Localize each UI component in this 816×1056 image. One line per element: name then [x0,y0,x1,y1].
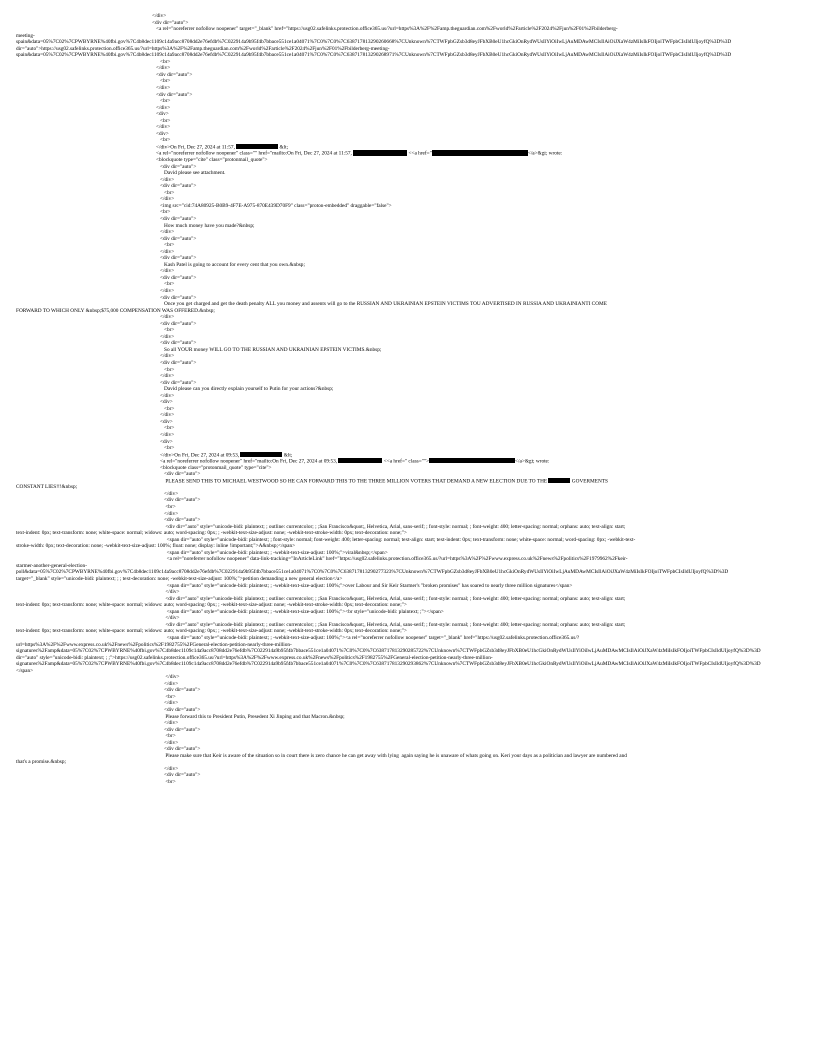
line-text: signatures%2Famp&data=05%7C02%7CPWBYRNE%40fbi.gov%7C4b8dec1109c14a9acc8708dd2e76efdb%7C022914a9b95f4b7bbace551ce1a04071%7C0%7C0%7C638717813290293862%7CUnknown%7CTWFpbGZsb3d8eyJFbXB0eU1hcGkiOnRydWUsIlYiOiIwLjAuMDAwMCIsIlAiOiJXaW4zMiIsIkFOIjoiTWFpbCIsIldUIjoyfQ%3D%3D [16,661,761,668]
line-text: <br> [164,366,175,373]
line-text: meeting- [16,32,35,39]
line-text: </div>On Fri, Dec 27, 2024 at 11:57, [156,144,237,151]
line-text: text-indent: 0px; text-transform: none; white-space: normal; widows: auto; word-spacing: 0px; ; -webkit-text-size-adjust: none; -webkit-text-stroke-width: 0px; text-decoration: none;"> [16,602,407,609]
line-text: <div dir="auto"> [160,340,197,347]
line-text: <div> [160,418,173,425]
line-text: Once you get charged and get the death penalty ALL you money and assents will go to the RUSSIAN AND UKRAINIAN EPSTEIN VICTIMS TOU ADVERTISED IN RUSSIA AND UKRAINIANTI COME [164,301,607,308]
line-text: <div dir="auto"> [164,772,201,779]
line-text: </div> [164,765,179,772]
line-text: <br> [164,281,175,288]
line-text: CONSTANT LIES!!!&nbsp; [16,484,78,491]
line-text: <br> [160,137,171,144]
line-text: <div dir="auto"> [160,379,197,386]
line-text: </div> [156,85,171,92]
text-line [0,779,816,786]
redaction-block [548,478,570,483]
line-text: <<a href=" class=""> [382,458,430,465]
line-text: <div dir="auto" style="unicode-bidi: plaintext; ; outline: currentcolor; ; ;San Francisco&quot;, Helvetica, Arial, sans-serif; ; font-style: normal; ; font-weight: 400; letter-spacing: normal; orphans: auto; text-align: start; [164,523,626,530]
line-text: Please make sure that Keir is aware of the situation so in court there is zero chance he can get away with lying again saying he is unaware of whats going on. Keri your days as a politician and lawyer are numbered and [164,752,627,759]
line-text: </a>&gt; wrote: [515,458,550,465]
line-text: </div> [164,589,180,596]
line-text: </div> [156,65,171,72]
line-text: starmer-another-general-election- [16,562,87,569]
line-text: <div dir="auto"> [160,235,197,242]
line-text: target="_blank" style="unicode-bidi: plaintext; ; ; text-decoration: none; -webkit-text-size-adjust: 100%;">petition demanding a new general election</a> [16,576,343,583]
line-text: dir="auto" style="unicode-bidi: plaintext; ; ;">https://usg02.safelinks.protection.office365.us/?url=https%3A%2F%2Fwww.express.co.uk%2Fnews%2Fpolitics%2F1982755%2FGeneral-election-petition-nearly-three-million- [16,654,493,661]
redaction-block [236,144,278,149]
line-text: <div dir="auto" style="unicode-bidi: plaintext; ; outline: currentcolor; ; ;San Francisco&quot;, Helvetica, Arial, sans-serif; ; font-style: normal; ; font-weight: 400; letter-spacing: normal; orphans: auto; text-align: start; [164,621,626,628]
line-text: <span dir="auto" style="unicode-bidi: plaintext; ; -webkit-text-size-adjust: 100%;">viral&nbsp;</span> [164,549,388,556]
line-text: <div dir="auto"> [164,517,201,524]
document-page [0,13,816,786]
line-text: <div dir="auto"> [164,726,201,733]
line-text: </div> [164,490,179,497]
line-text: <br> [164,189,175,196]
line-text: How much money have you made?&nbsp; [164,222,255,229]
line-text: </div> [160,176,175,183]
line-text: <div> [160,438,173,445]
line-text: <div dir="auto"> [152,19,189,26]
line-text: text-indent: 0px; text-transform: none; white-space: normal; widows: auto; word-spacing: 0px; ; -webkit-text-size-adjust: none; -webkit-text-stroke-width: 0px; text-decoration: none;"> [16,628,407,635]
line-text: <br> [164,425,175,432]
line-text: <img src="cid:74A80925-B0B9-4F7E-A975-870E439D70F9" class="proton-embedded" draggable="false"> [160,202,392,209]
line-text: <br> [160,98,171,105]
redaction-block [429,458,515,463]
line-text: </div> [160,314,175,321]
line-text: <div> [156,111,169,118]
line-text: <br> [160,117,171,124]
line-text: <br> [164,242,175,249]
line-text: <div dir="auto"> [164,746,201,753]
line-text: </div> [160,392,175,399]
line-text: Please forward this to President Putin, Presedent Xi Jinping and that Macron.&nbsp; [164,713,345,720]
line-text: </div> [160,432,175,438]
line-text: <div dir="auto"> [160,215,197,222]
line-text: </div> [160,353,175,360]
text-line [0,52,816,59]
line-text: David please can you directly explain yourself to Putin for your actions?&nbsp; [164,386,334,393]
redaction-block [353,150,407,155]
redaction-block [338,458,382,463]
line-text: <br> [160,78,171,85]
line-text: So all YOUR money WILL GO TO THE RUSSIAN AND UKRAINIAN EPSTEIN VICTIMS.&nbsp; [164,346,382,353]
line-text: </div> [160,248,175,255]
line-text: <span dir="auto" style="unicode-bidi: plaintext; ; -webkit-text-size-adjust: 100%;"><br style="unicode-bidi: plaintext; ;"></span> [164,608,444,615]
line-text: <a rel="noreferrer nofollow noopener" class="" href="mailto:On Fri, Dec 27, 2024 at 11:57, [156,151,354,158]
line-text: PLEASE SEND THIS TO MICHAEL WESTWOOD SO HE CAN FORWARD THIS TO THE THREE MILLION VOTERS THAT DEMAND A NEW ELECTION DUE TO THE [164,478,549,485]
line-text: <br> [164,504,176,511]
line-text: signatures%2Famp&data=05%7C02%7CPWBYRNE%40fbi.gov%7C4b8dec1109c14a9acc8708dd2e76efdb%7C022914a9b95f4b7bbace551ce1a04071%7C0%7C0%7C638717813290285722%7CUnknown%7CTWFpbGZsb3d8eyJFbXB0eU1hcGkiOnRydWUsIlYiOiIwLjAuMDAwMCIsIlAiOiJXaW4zMiIsIkFOIjoiTWFpbCIsIldUIjoyfQ%3D%3D [16,648,761,655]
line-text: </div> [160,268,175,275]
line-text: <br> [164,327,175,334]
line-text: FORWARD TO WHICH ONLY &nbsp;$75,000 COMPENSATION WAS OFFERED.&nbsp; [16,307,215,314]
line-text: poll&data=05%7C02%7CPWBYRNE%40fbi.gov%7C4b8dec1109c14a9acc8708dd2e76efdb%7C022914a9b95f4b7bbace551ce1a04071%7C0%7C0%7C638717813290277323%7CUnknown%7CTWFpbGZsb3d8eyJFbXB0eU1hcGkiOnRydWUsIlYiOiIwLjAuMDAwMCIsIlAiOiJXaW4zMiIsIkFOIjoiTWFpbCIsIldUIjoyfQ%3D%3D [16,569,729,576]
line-text: <blockquote class="protonmail_quote" type="cite"> [160,464,272,471]
line-text: </div> [160,229,175,236]
line-text: <a rel="noreferrer nofollow noopener" data-link-tracking="InArticleLink" href="https://usg02.safelinks.protection.office365.us/?url=https%3A%2F%2Fwww.express.co.uk%2Fnews%2Fpolitics%2F1979962%2Fkeir- [164,556,628,563]
line-text: <br> [164,778,176,785]
line-text: <div dir="auto"> [156,71,193,78]
line-text: <div dir="auto"> [160,294,197,301]
line-text: GOVERMENTS [570,478,609,485]
line-text: spain&data=05%7C02%7CPWBYRNE%40fbi.gov%7C4b8dec1109c14a9acc8708dd2e76efdb%7C022914a9b95f4b7bbace551ce1a04071%7C0%7C0%7C638717813290260668%7CUnknown%7CTWFpbGZsb3d8eyJFbXB0eU1hcGkiOnRydWUsIlYiOiIwLjAuMDAwMCIsIlAiOiJXaW4zMiIsIkFOIjoiTWFpbCIsIldUIjoyfQ%3D%3D [16,39,732,46]
line-text: </div> [164,510,179,517]
line-text: <div dir="auto"> [164,687,201,694]
line-text: <div dir="auto"> [160,255,197,262]
line-text: </div> [160,333,175,340]
line-text: <div dir="auto"> [164,497,201,504]
line-text: spain&data=05%7C02%7CPWBYRNE%40fbi.gov%7C4b8dec1109c14a9acc8708dd2e76efdb%7C022914a9b95f4b7bbace551ce1a04071%7C0%7C0%7C638717813290268971%7CUnknown%7CTWFpbGZsb3d8eyJFbXB0eU1hcGkiOnRydWUsIlYiOiIwLjAuMDAwMCIsIlAiOiJXaW4zMiIsIkFOIjoiTWFpbCIsIldUIjoyfQ%3D%3D [16,52,732,59]
line-text: <div dir="auto"> [164,471,201,478]
line-text: </div> [164,720,179,727]
line-text: </a>&gt; wrote: [527,151,563,158]
line-text: <div dir="auto"> [160,274,197,281]
line-text: <span dir="auto" style="unicode-bidi: plaintext; ; font-style: normal; font-weight: 400; letter-spacing: normal; text-align: start; text-indent: 0px; text-transform: none; white-space: normal; word-spacing: 0px; -webkit-text- [164,536,636,543]
line-text: David please see attachment. [164,170,226,177]
line-text: <div dir="auto"> [160,163,197,170]
line-text: text-indent: 0px; text-transform: none; white-space: normal; widows: auto; word-spacing: 0px; ; -webkit-text-size-adjust: none; -webkit-text-stroke-width: 0px; text-decoration: none;"> [16,530,407,537]
line-text: <div dir="auto" style="unicode-bidi: plaintext; ; outline: currentcolor; ; ;San Francisco&quot;, Helvetica, Arial, sans-serif; ; font-style: normal; ; font-weight: 400; letter-spacing: normal; orphans: auto; text-align: start; [164,595,626,602]
line-text: <br> [160,58,171,65]
line-text: <a rel="noreferrer nofollow noopener" href="mailto:On Fri, Dec 27, 2024 at 09:53, [160,458,339,465]
line-text: <br> [164,733,176,740]
line-text: </div> [164,615,180,622]
line-text: <div dir="auto"> [160,359,197,366]
line-text: <div dir="auto"> [160,183,197,190]
line-text: </div> [164,700,179,707]
line-text: <br> [160,209,171,216]
line-text: <span dir="auto" style="unicode-bidi: plaintext; ; -webkit-text-size-adjust: 100%;">over Labour and Sir Keir Starmer's "broken promises" has soared to nearly three million signatures</span> [164,582,573,589]
line-text: </div> [156,124,171,131]
line-text: <br> [164,445,175,452]
line-text: stroke-width: 0px; text-decoration: none; -webkit-text-size-adjust: 100%; float: none; display: inline !important;">A&nbsp;</span> [16,543,296,550]
line-text: <div dir="auto"> [160,320,197,327]
line-text: </div> [164,680,179,687]
redaction-block [432,150,528,155]
line-text: <br> [164,405,175,412]
line-text: dir="auto">https://usg02.safelinks.protection.office365.us/?url=https%3A%2F%2Famp.theguardian.com%2Fworld%2Farticle%2F2024%2Fjun%2F01%2Fbilderberg-meeting- [16,45,390,52]
line-text: <blockquote type="cite" class="protonmail_quote"> [156,157,268,164]
line-text: <<a href=" [407,151,432,158]
line-text: Kash Patel is going to account for every cent that you own.&nbsp; [164,261,305,268]
line-text: </div> [164,739,179,746]
line-text: that's a promise.&nbsp; [16,759,66,766]
line-text: &lt; [278,144,289,151]
line-text: </div> [152,13,167,19]
line-text: </div> [160,412,175,419]
line-text: <br> [164,693,176,700]
line-text: <span dir="auto" style="unicode-bidi: plaintext; ; -webkit-text-size-adjust: 100%;"><a rel="noreferrer nofollow noopener" target="_blank" href="https://usg02.safelinks.protection.office365.us/? [164,634,580,641]
line-text: </div> [160,196,175,203]
line-text: </div>On Fri, Dec 27, 2024 at 09:53, [160,452,241,459]
line-text: <a rel="noreferrer nofollow noopener" target="_blank" href="https://usg02.safelinks.protection.office365.us/?url=https%3A%2F%2Famp.theguardian.com%2Fworld%2Farticle%2F2024%2Fjun%2F01%2Fbilderberg- [156,26,618,33]
line-text: <div dir="auto"> [156,91,193,98]
line-text: <div dir="auto"> [164,706,201,713]
line-text: </span> [16,667,34,674]
text-line [0,661,816,668]
line-text: </div> [156,104,171,111]
line-text: &lt; [282,452,293,459]
line-text: </div> [164,674,180,681]
line-text: <div> [160,399,173,406]
line-text: </div> [160,287,175,294]
line-text: <div> [156,130,169,137]
line-text: url=https%3A%2F%2Fwww.express.co.uk%2Fnews%2Fpolitics%2F1982755%2FGeneral-election-petition-nearly-three-million- [16,641,292,648]
redaction-block [240,452,282,457]
line-text: </div> [160,373,175,380]
